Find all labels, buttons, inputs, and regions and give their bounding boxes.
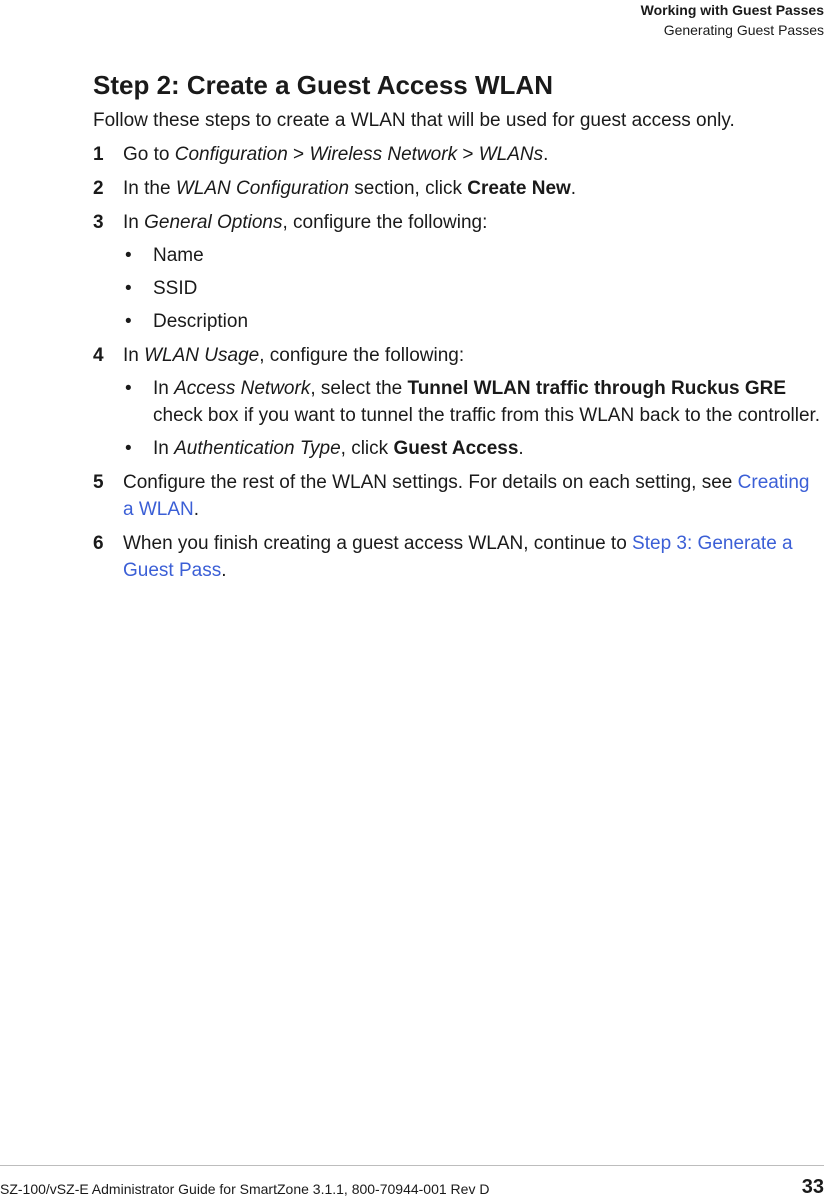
bullet-icon: • — [125, 278, 132, 299]
step-1: 1 Go to Configuration > Wireless Network > WLANs. — [93, 141, 821, 168]
footer-doc-title: SZ-100/vSZ-E Administrator Guide for SmartZone 3.1.1, 800-70944-001 Rev D — [0, 1181, 490, 1197]
step-number: 5 — [93, 472, 104, 493]
list-item: • In Authentication Type, click Guest Access. — [123, 435, 821, 462]
running-header — [641, 0, 824, 40]
list-item: • Description — [123, 308, 821, 335]
list-item: • In Access Network, select the Tunnel WLAN traffic through Ruckus GRE check box if you want to tunnel the traffic from this WLAN back to the controller. — [123, 375, 821, 429]
step-3-link[interactable]: Step 3: Generate a Guest Pass — [123, 533, 793, 581]
section-title: Step 2: Create a Guest Access WLAN — [93, 70, 553, 100]
step-2: 2 In the WLAN Configuration section, click Create New. — [93, 175, 821, 202]
list-item: • Name — [123, 242, 821, 269]
main-content — [93, 68, 821, 584]
step-4: 4 In WLAN Usage, configure the following: — [93, 342, 821, 369]
intro-paragraph: Follow these steps to create a WLAN that will be used for guest access only. — [93, 110, 735, 131]
step-5: 5 Configure the rest of the WLAN settings. For details on each setting, see Creating a WLAN. — [93, 469, 821, 523]
bullet-icon: • — [125, 245, 132, 266]
creating-wlan-link[interactable]: Creating a WLAN — [123, 472, 810, 520]
header-chapter: Working with Guest Passes — [640, 2, 824, 18]
step-6: 6 When you finish creating a guest access WLAN, continue to Step 3: Generate a Guest Pass. — [93, 530, 821, 584]
step-number: 6 — [93, 533, 104, 554]
step-number: 2 — [93, 178, 104, 199]
create-new-label: Create New — [467, 178, 571, 199]
bullet-icon: • — [125, 378, 132, 399]
step-number: 4 — [93, 345, 104, 366]
step-number: 1 — [93, 144, 104, 165]
bullet-icon: • — [125, 311, 132, 332]
step-number: 3 — [93, 212, 104, 233]
header-section: Generating Guest Passes — [663, 22, 824, 38]
list-item: • SSID — [123, 275, 821, 302]
guest-access-label: Guest Access — [393, 438, 519, 459]
step-3-bullets — [123, 242, 821, 335]
tunnel-option-label: Tunnel WLAN traffic through Ruckus GRE — [407, 378, 787, 399]
bullet-icon: • — [125, 438, 132, 459]
step-3: 3 In General Options, configure the following: — [93, 209, 821, 236]
page-number: 33 — [801, 1176, 824, 1198]
footer-divider — [0, 1165, 824, 1166]
step-4-bullets — [123, 375, 821, 462]
